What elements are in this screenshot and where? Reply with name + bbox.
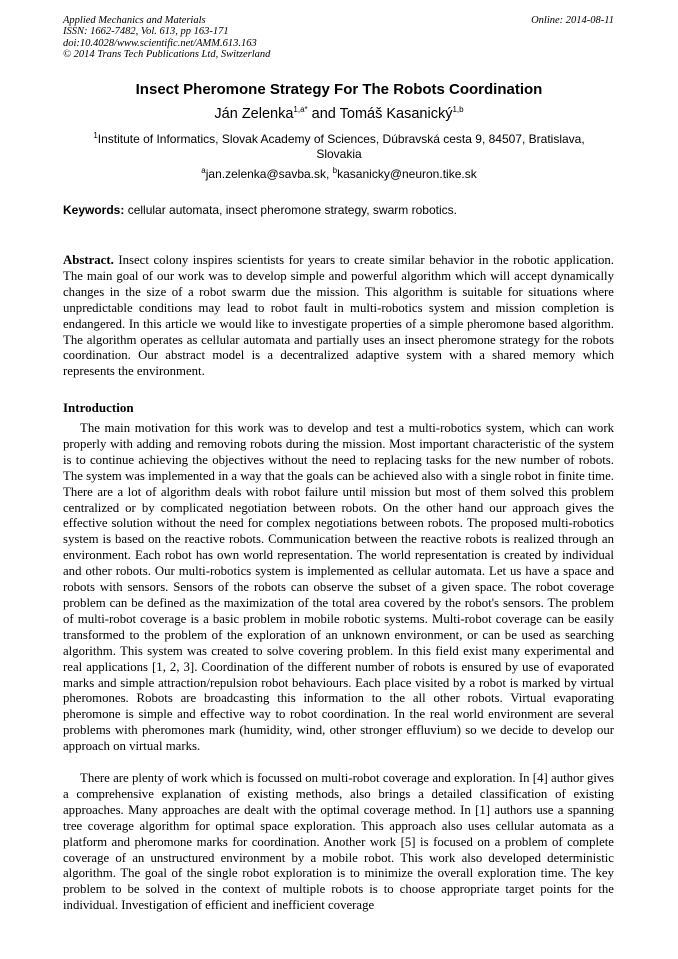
journal-header — [63, 15, 270, 61]
journal-issn: ISSN: 1662-7482, Vol. 613, pp 163-171 — [63, 26, 229, 38]
online-date: Online: 2014-08-11 — [531, 15, 614, 26]
email-b: kasanicky@neuron.tike.sk — [337, 167, 477, 181]
intro-paragraph-1: The main motivation for this work was to develop and test a multi-robotics system, which can work properly with adding and removing robots during the mission. Most important characteristic of the system is to continue achieving the objectives without the need to replacing tasks for the new number of robots. The system was implemented in a way that the goals can be achieved also with a single robot in finite time. There are a lot of algorithm deals with robot failure until mission but most of them solved this problem centralized or by complicated negotiation between robots. On the other hand our approach gives the effective solution without the need for complex negotiations between robots. The proposed multi-robotics system is based on the reactive robots. Communication between the reactive robots is realized through an environment. Each robot has own world representation. The world representation is created by individual and other robots. Our multi-robotics system is implemented as cellular automata. Let us have a space and robots with sensors. Sensors of the robots can observe the subset of a given space. The robot coverage problem can be defined as the maximization of the total area covered by the robot's sensors. The problem of multi-robot coverage is a basic problem in mobile robotic systems. Multi-robot coverage can be easily transformed to the problem of the exploration of an unknown environment, or can be used as searching algorithm. This system was created to solve covering problem. In this field exist many experimental and real applications [1, 2, 3]. Coordination of the different number of robots is ensured by use of evaporated marks and simple attraction/repulsion robot behaviours. Each place visited by a robot is marked by virtual pheromones. Robots are broadcasting this information to the all other robots. Virtual evaporating pheromone is simple and effective way to robot coordination. In the real world environment are several problems with pheromones mark (humidity, wind, other stronger effluvium) so we decide to develop our approach on virtual marks. — [63, 421, 614, 754]
keywords-label: Keywords: — [63, 203, 125, 217]
author-line — [40, 105, 638, 123]
keywords — [63, 203, 623, 218]
abstract-text: Insect colony inspires scientists for years to create similar behavior in the robotic application. The main goal of our work was to develop simple and powerful algorithm which will accept dynamically changes in the size of a robot swarm due the mission. This algorithm is suitable for situations where unpredictable conditions may lead to robot fault in multi-robotics system and mission completion is endangered. In this article we would like to investigate properties of a simple pheromone based algorithm. The algorithm operates as cellular automata and partially uses an insect pheromone strategy for the robots coordination. Our abstract model is a decentralized adaptive system with a shared memory which represents the environment. — [63, 253, 614, 379]
journal-doi: doi:10.4028/www.scientific.net/AMM.613.163 — [63, 37, 257, 49]
paper-title: Insect Pheromone Strategy For The Robots Coordination — [135, 81, 543, 98]
author-1: Ján Zelenka — [214, 106, 294, 122]
affiliation — [80, 132, 598, 162]
email-line — [40, 167, 638, 182]
author-and: and — [307, 106, 340, 122]
author-2-affil: 1,b — [452, 105, 464, 115]
abstract-label: Abstract. — [63, 253, 114, 267]
journal-copyright: © 2014 Trans Tech Publications Ltd, Switzerland — [63, 49, 271, 61]
email-mark-a: a — [201, 166, 206, 175]
email-a: jan.zelenka@savba.sk, — [205, 167, 333, 181]
keywords-text: cellular automata, insect pheromone strategy, swarm robotics. — [124, 203, 457, 217]
author-1-affil: 1,a* — [293, 105, 308, 115]
section-heading-introduction: Introduction — [63, 400, 134, 415]
email-mark-b: b — [332, 166, 338, 175]
journal-name: Applied Mechanics and Materials — [63, 15, 206, 26]
abstract — [63, 253, 614, 380]
author-2: Tomáš Kasanický — [339, 106, 453, 122]
affiliation-text: Institute of Informatics, Slovak Academy of Sciences, Dúbravská cesta 9, 84507, Bratislava, Slovakia — [97, 132, 585, 161]
intro-paragraph-2: There are plenty of work which is focussed on multi-robot coverage and exploration. In [4] author gives a comprehensive explanation of existing methods, also brings a detailed classification of existing approaches. Many approaches are dealt with the optimal coverage method. In [1] authors use a spanning tree coverage algorithm for optimal space exploration. This approach also uses cellular automata as a platform and pheromone marks for coordination. Another work [5] is focused on a problem of complete coverage of an unstructured environment by a mobile robot. This work also developed deterministic algorithm. The goal of the single robot exploration is to minimize the overall exploration time. The key problem to be solved in the context of multiple robots is to choose appropriate target points for the individual. Investigation of efficient and inefficient coverage — [63, 771, 614, 913]
affiliation-mark: 1 — [93, 131, 98, 140]
